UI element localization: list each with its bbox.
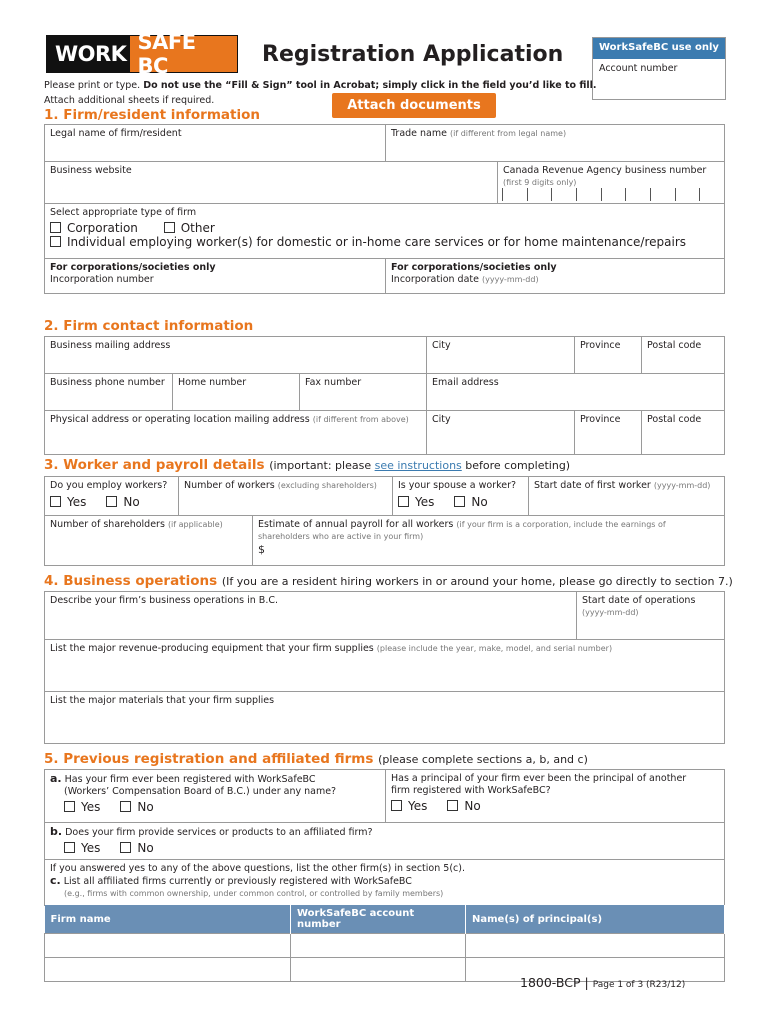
table-row [45,934,725,958]
page-footer [520,975,685,990]
province-field[interactable] [574,336,642,374]
mailing-address-label: Business mailing address [50,340,171,351]
describe-operations-field[interactable] [44,591,577,640]
corporation-label: Corporation [67,221,138,235]
payroll-label: Estimate of annual payroll for all workers [258,519,454,530]
materials-field[interactable] [44,691,725,744]
a-no-label: No [137,800,154,814]
a-yes-label: Yes [81,800,101,814]
email-field[interactable] [426,373,725,411]
province2-label: Province [580,414,621,425]
principal-names-cell[interactable] [466,934,725,958]
section4-title: 4. Business operations [44,573,218,589]
start-ops-field[interactable] [576,591,725,640]
principal-yes-label: Yes [408,799,428,813]
section4-heading [44,573,733,589]
instruction-bold: Do not use the “Fill & Sign” tool in Acrobat; simply click in the field you’d like to fill. [143,80,597,91]
incorporation-number-field[interactable] [44,258,386,294]
employ-workers-group [44,476,179,516]
footer-separator: | [584,975,589,990]
previous-registration-group [44,769,386,823]
payroll-dollar: $ [258,543,265,556]
city-label: City [432,340,451,351]
b-no-checkbox[interactable] [120,842,131,853]
principal-text2: firm registered with WorkSafeBC? [391,785,551,796]
corp-only-label-2: For corporations/societies only [391,262,557,273]
b-text: Does your firm provide services or products to an affiliated firm? [65,827,373,838]
start-ops-label: Start date of operations [582,595,696,606]
postal-code2-label: Postal code [647,414,702,425]
section2-heading: 2. Firm contact information [44,318,254,334]
col-principal-names: Name(s) of principal(s) [466,905,725,934]
section4-note: (If you are a resident hiring workers in or around your home, please go directly to section 7.) [221,575,733,588]
principal-text1: Has a principal of your firm ever been the principal of another [391,773,687,784]
individual-checkbox[interactable] [50,236,61,247]
col-account-number: WorkSafeBC account number [291,905,466,934]
a-no-checkbox[interactable] [120,801,131,812]
shareholders-label: Number of shareholders [50,519,165,530]
incorporation-date-note: (yyyy-mm-dd) [482,275,539,284]
start-date-worker-field[interactable] [528,476,725,516]
form-number: 1800-BCP [520,975,581,990]
home-number-label: Home number [178,377,247,388]
payroll-field[interactable] [252,515,725,566]
other-checkbox[interactable] [164,222,175,233]
section5-title: 5. Previous registration and affiliated firms [44,751,374,767]
office-use-box [592,37,726,100]
instructions [44,78,597,108]
legal-name-label: Legal name of firm/resident [50,128,182,139]
affiliated-services-group [44,822,725,860]
a-letter: a. [50,772,62,785]
principal-group [385,769,725,823]
employ-yes-checkbox[interactable] [50,496,61,507]
instruction-plain: Please print or type. [44,80,144,91]
principal-no-label: No [464,799,481,813]
city-field[interactable] [426,336,575,374]
individual-label: Individual employing worker(s) for domestic or in-home care services or for home maintenance/repairs [67,235,687,249]
incorporation-number-label: Incorporation number [50,274,154,285]
city2-label: City [432,414,451,425]
business-phone-label: Business phone number [50,377,165,388]
employ-no-checkbox[interactable] [106,496,117,507]
spouse-worker-group [392,476,529,516]
account-number-cell[interactable] [291,958,466,982]
spouse-yes-label: Yes [415,495,435,509]
b-no-label: No [137,841,154,855]
business-website-field[interactable] [44,161,498,204]
corporation-checkbox[interactable] [50,222,61,233]
b-letter: b. [50,825,63,838]
number-workers-field[interactable] [178,476,393,516]
worksafebc-logo [46,30,238,78]
section5-heading [44,751,588,767]
a-text1: Has your firm ever been registered with WorkSafeBC [64,774,316,785]
shareholders-field[interactable] [44,515,253,566]
see-instructions-link[interactable]: see instructions [374,459,462,472]
section3-title: 3. Worker and payroll details [44,457,265,473]
province2-field[interactable] [574,410,642,455]
postal-code-field[interactable] [641,336,725,374]
c-intro: If you answered yes to any of the above questions, list the other firm(s) in section 5(c). [50,863,465,874]
a-text2: (Workers’ Compensation Board of B.C.) under any name? [64,786,337,797]
mailing-address-field[interactable] [44,336,427,374]
city2-field[interactable] [426,410,575,455]
home-number-field[interactable] [172,373,300,411]
logo-safe-bc: SAFE BC [130,36,237,72]
section5-note: (please complete sections a, b, and c) [378,753,588,766]
equipment-field[interactable] [44,639,725,692]
firm-name-cell[interactable] [45,934,291,958]
equipment-note: (please include the year, make, model, and serial number) [376,644,613,653]
trade-name-field[interactable] [385,124,725,162]
start-date-worker-label: Start date of first worker [534,480,651,491]
corp-only-label-1: For corporations/societies only [50,262,216,273]
firm-type-group [44,203,725,259]
section3-heading [44,457,570,473]
business-website-label: Business website [50,165,132,176]
incorporation-date-field[interactable] [385,258,725,294]
page-indicator: Page 1 of 3 (R23/12) [592,980,686,990]
page-title: Registration Application [262,42,564,67]
cra-label: Canada Revenue Agency business number [503,165,707,176]
province-label: Province [580,340,621,351]
business-phone-field[interactable] [44,373,173,411]
c-text: List all affiliated firms currently or previously registered with WorkSafeBC [63,876,412,887]
affiliated-firms-table [44,905,725,982]
trade-name-label: Trade name [391,128,447,139]
affiliated-firms-intro [44,859,725,906]
start-date-worker-note: (yyyy-mm-dd) [653,481,711,490]
describe-operations-label: Describe your firm’s business operations in B.C. [50,595,278,606]
section1-heading: 1. Firm/resident information [44,107,260,123]
office-use-label: WorkSafeBC use only [593,38,725,59]
instruction-line2: Attach additional sheets if required. [44,95,215,106]
cra-note: (first 9 digits only) [503,178,577,187]
logo-work: WORK [47,36,130,72]
employ-workers-label: Do you employ workers? [50,480,168,491]
account-number-cell[interactable] [291,934,466,958]
physical-address-label: Physical address or operating location mailing address [50,414,310,425]
account-number-field[interactable] [593,59,725,78]
physical-address-field[interactable] [44,410,427,455]
start-ops-note: (yyyy-mm-dd) [582,608,639,617]
incorporation-date-label: Incorporation date [391,274,479,285]
c-letter: c. [50,874,61,887]
shareholders-note: (if applicable) [167,520,223,529]
cra-digit-ticks [502,188,724,201]
payroll-note: (if your firm is a corporation, include the earnings of shareholders who are active in your firm) [258,520,666,541]
a-yes-checkbox[interactable] [64,801,75,812]
b-yes-checkbox[interactable] [64,842,75,853]
equipment-label: List the major revenue-producing equipment that your firm supplies [50,643,374,654]
spouse-no-label: No [471,495,488,509]
postal-code2-field[interactable] [641,410,725,455]
firm-type-label: Select appropriate type of firm [50,207,197,218]
email-label: Email address [432,377,499,388]
principal-yes-checkbox[interactable] [391,800,402,811]
spouse-worker-label: Is your spouse a worker? [398,480,517,491]
spouse-no-checkbox[interactable] [454,496,465,507]
col-firm-name: Firm name [45,905,291,934]
number-workers-note: (excluding shareholders) [277,481,377,490]
firm-name-cell[interactable] [45,958,291,982]
number-workers-label: Number of workers [184,480,275,491]
employ-no-label: No [123,495,140,509]
attach-documents-button[interactable]: Attach documents [332,93,496,118]
section3-note: (important: please see instructions before completing) [269,459,571,472]
trade-name-note: (if different from legal name) [450,129,567,138]
b-yes-label: Yes [81,841,101,855]
employ-yes-label: Yes [67,495,87,509]
fax-number-label: Fax number [305,377,362,388]
principal-no-checkbox[interactable] [447,800,458,811]
c-note: (e.g., firms with common ownership, under common control, or controlled by family members) [64,889,444,898]
physical-address-note: (if different from above) [312,415,409,424]
legal-name-field[interactable] [44,124,386,162]
spouse-yes-checkbox[interactable] [398,496,409,507]
fax-number-field[interactable] [299,373,427,411]
materials-label: List the major materials that your firm supplies [50,695,275,706]
other-label: Other [180,221,215,235]
postal-code-label: Postal code [647,340,702,351]
account-number-label: Account number [599,63,678,74]
